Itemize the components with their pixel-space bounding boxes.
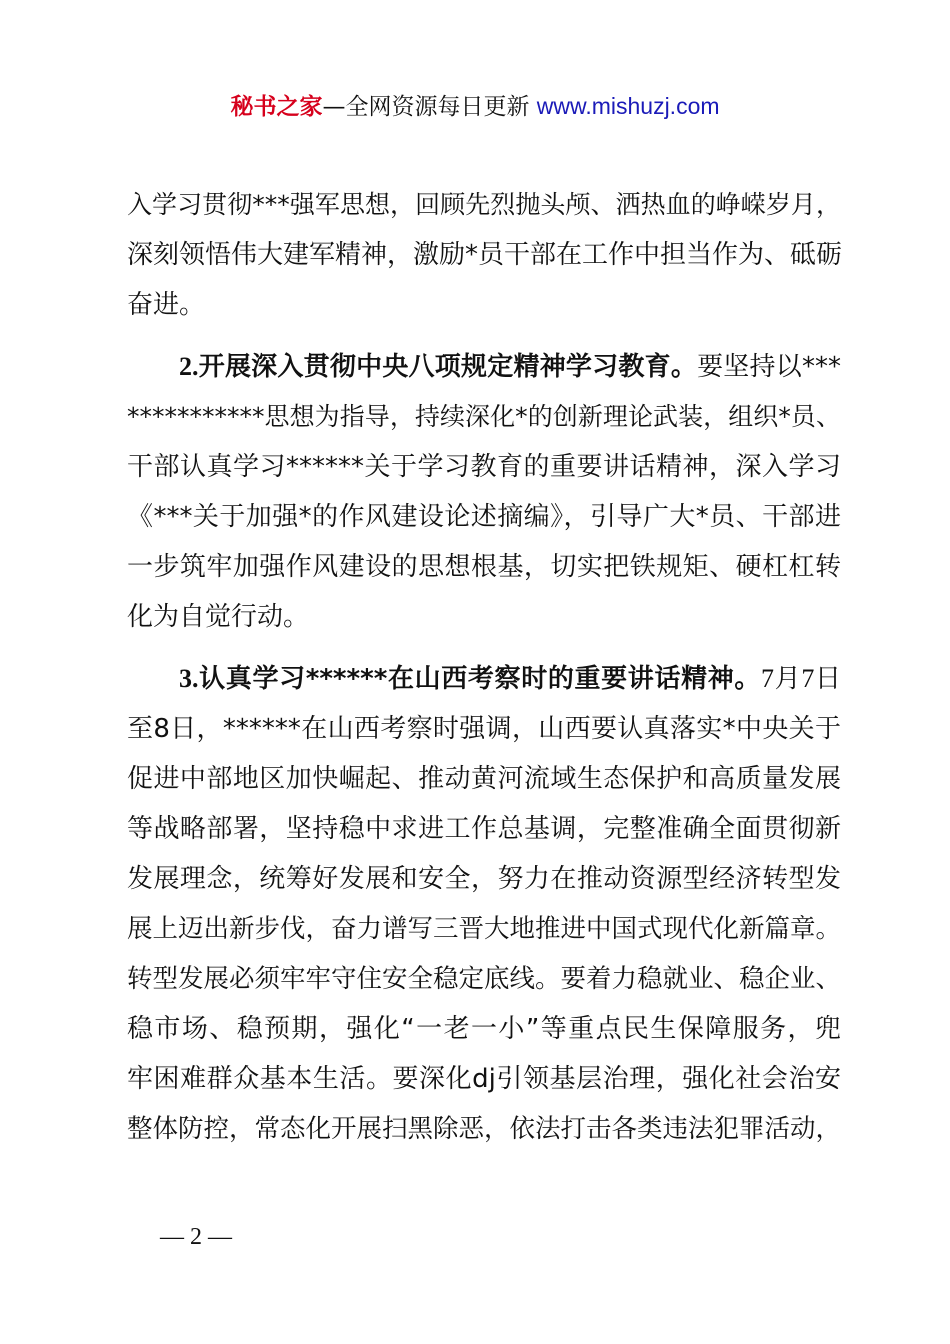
paragraph-1: [127, 180, 841, 330]
text-line: 促进中部地区加快崛起、推动黄河流域生态保护和高质量发展: [127, 764, 841, 794]
text-line: 稳市场、稳预期，强化“一老一小”等重点民生保障服务，兜: [127, 1014, 841, 1044]
section-heading-line: [127, 342, 841, 392]
paragraph-2: [127, 342, 841, 642]
site-url-link[interactable]: www.mishuzj.com: [536, 93, 720, 119]
text-line: 奋进。: [127, 290, 206, 320]
text-line: 牢困难群众基本生活。要深化dj引领基层治理，强化社会治安: [127, 1064, 841, 1094]
text-line: 发展理念，统筹好发展和安全，努力在推动资源型经济转型发: [127, 864, 841, 894]
section-heading: 认真学习******在山西考察时的重要讲话精神。: [198, 664, 762, 694]
document-body: [127, 180, 841, 1154]
text-line: 干部认真学习******关于学习教育的重要讲话精神，深入学习: [127, 452, 841, 482]
section-number: 2.: [179, 352, 199, 381]
page-number: — 2 —: [160, 1224, 232, 1250]
section-number: 3.: [179, 664, 199, 693]
paragraph-spacer: [127, 330, 841, 342]
paragraph-3: [127, 654, 841, 1154]
text-line: 至8日，******在山西考察时强调，山西要认真落实*中央关于: [127, 714, 841, 744]
text-line: 《***关于加强*的作风建设论述摘编》，引导广大*员、干部进: [127, 502, 841, 532]
text-line: 整体防控，常态化开展扫黑除恶，依法打击各类违法犯罪活动，: [127, 1114, 842, 1144]
text-line: 转型发展必须牢牢守住安全稳定底线。要着力稳就业、稳企业、: [127, 964, 842, 994]
text-run: 7月7日: [761, 664, 841, 693]
site-brand-name: 秘书之家: [230, 94, 323, 120]
site-header: [0, 90, 950, 123]
text-line: 深刻领悟伟大建军精神，激励*员干部在工作中担当作为、砥砺: [127, 240, 843, 270]
text-line: 入学习贯彻***强军思想，回顾先烈抛头颅、洒热血的峥嵘岁月，: [127, 190, 841, 219]
text-line: ***********思想为指导，持续深化*的创新理论武装，组织*员、: [127, 402, 841, 431]
text-line: 等战略部署，坚持稳中求进工作总基调，完整准确全面贯彻新: [127, 814, 841, 844]
text-line: 化为自觉行动。: [127, 602, 310, 632]
paragraph-spacer: [127, 642, 841, 654]
text-run: 要坚持以***: [697, 352, 841, 382]
section-heading: 开展深入贯彻中央八项规定精神学习教育。: [198, 352, 698, 382]
section-heading-line: [127, 654, 841, 704]
text-line: 展上迈出新步伐，奋力谱写三晋大地推进中国式现代化新篇章。: [127, 914, 842, 944]
text-line: 一步筑牢加强作风建设的思想根基，切实把铁规矩、硬杠杠转: [127, 552, 841, 582]
site-slogan: —全网资源每日更新: [322, 94, 537, 120]
